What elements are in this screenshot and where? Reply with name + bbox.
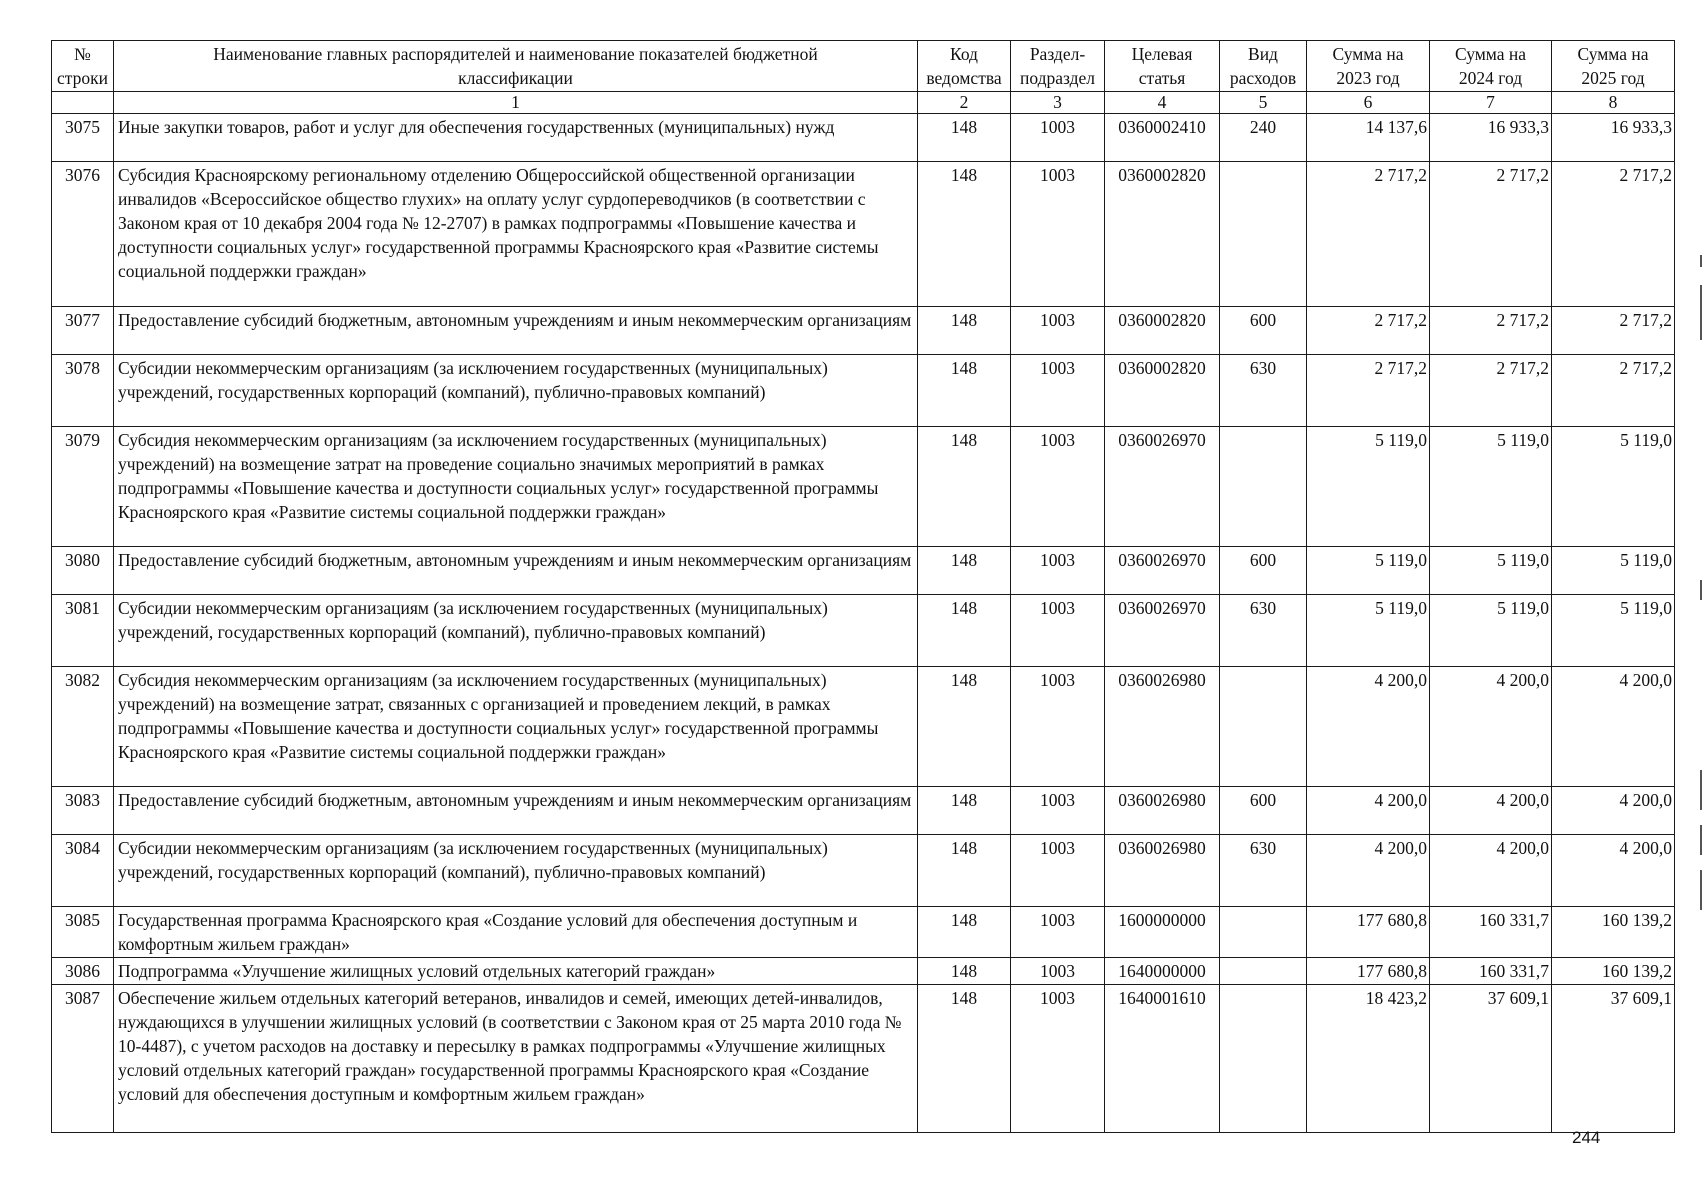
header-kind: Вид расходов — [1220, 41, 1307, 92]
row-number: 3076 — [52, 162, 114, 307]
row-sum-2024: 2 717,2 — [1430, 355, 1552, 427]
row-sum-2025: 2 717,2 — [1552, 162, 1675, 307]
row-dept-code: 148 — [918, 355, 1011, 427]
row-sum-2024: 5 119,0 — [1430, 547, 1552, 595]
row-target-code: 0360026980 — [1105, 667, 1220, 787]
row-sum-2025: 4 200,0 — [1552, 835, 1675, 907]
page-number: 244 — [1572, 1128, 1601, 1147]
row-expense-kind — [1220, 427, 1307, 547]
budget-table-sheet — [51, 40, 1675, 1133]
column-index: 8 — [1552, 92, 1675, 114]
row-sum-2025: 2 717,2 — [1552, 307, 1675, 355]
row-sum-2023: 5 119,0 — [1307, 595, 1430, 667]
row-sum-2024: 2 717,2 — [1430, 307, 1552, 355]
row-expense-kind: 240 — [1220, 114, 1307, 162]
table-row — [52, 907, 1675, 958]
row-expense-kind — [1220, 162, 1307, 307]
header-sum-2023: Сумма на 2023 год — [1307, 41, 1430, 92]
header-row-no: № строки — [52, 41, 114, 92]
row-section-code: 1003 — [1011, 355, 1105, 427]
table-row — [52, 427, 1675, 547]
row-expense-kind: 600 — [1220, 787, 1307, 835]
row-number: 3086 — [52, 958, 114, 985]
row-name: Иные закупки товаров, работ и услуг для обеспечения государственных (муниципальных) нужд — [114, 114, 918, 162]
row-sum-2023: 177 680,8 — [1307, 958, 1430, 985]
row-number: 3083 — [52, 787, 114, 835]
row-sum-2024: 160 331,7 — [1430, 958, 1552, 985]
row-sum-2024: 4 200,0 — [1430, 667, 1552, 787]
row-sum-2023: 2 717,2 — [1307, 162, 1430, 307]
row-sum-2025: 4 200,0 — [1552, 787, 1675, 835]
scan-edge-mark — [1700, 255, 1702, 267]
row-target-code: 1640001610 — [1105, 985, 1220, 1133]
row-section-code: 1003 — [1011, 162, 1105, 307]
row-dept-code: 148 — [918, 667, 1011, 787]
table-row — [52, 985, 1675, 1133]
column-index: 6 — [1307, 92, 1430, 114]
row-sum-2024: 4 200,0 — [1430, 787, 1552, 835]
row-number: 3077 — [52, 307, 114, 355]
row-number: 3079 — [52, 427, 114, 547]
row-sum-2023: 177 680,8 — [1307, 907, 1430, 958]
row-dept-code: 148 — [918, 114, 1011, 162]
row-sum-2023: 18 423,2 — [1307, 985, 1430, 1133]
row-number: 3078 — [52, 355, 114, 427]
table-row — [52, 667, 1675, 787]
scan-edge-mark — [1700, 870, 1702, 910]
column-index-row — [52, 92, 1675, 114]
column-index: 4 — [1105, 92, 1220, 114]
row-dept-code: 148 — [918, 985, 1011, 1133]
row-sum-2023: 4 200,0 — [1307, 667, 1430, 787]
row-expense-kind — [1220, 985, 1307, 1133]
table-row — [52, 595, 1675, 667]
row-number: 3080 — [52, 547, 114, 595]
header-row — [52, 41, 1675, 92]
row-target-code: 0360026970 — [1105, 547, 1220, 595]
row-name: Субсидии некоммерческим организациям (за исключением государственных (муниципальных) учреждений, государственных корпораций (компаний), публично-правовых компаний) — [114, 355, 918, 427]
row-sum-2025: 5 119,0 — [1552, 547, 1675, 595]
table-row — [52, 355, 1675, 427]
row-number: 3087 — [52, 985, 114, 1133]
header-sum-2024: Сумма на 2024 год — [1430, 41, 1552, 92]
row-expense-kind: 630 — [1220, 595, 1307, 667]
row-section-code: 1003 — [1011, 307, 1105, 355]
row-sum-2024: 5 119,0 — [1430, 427, 1552, 547]
table-row — [52, 835, 1675, 907]
row-sum-2023: 2 717,2 — [1307, 355, 1430, 427]
row-section-code: 1003 — [1011, 835, 1105, 907]
table-row — [52, 787, 1675, 835]
row-section-code: 1003 — [1011, 907, 1105, 958]
table-row — [52, 162, 1675, 307]
row-name: Предоставление субсидий бюджетным, автономным учреждениям и иным некоммерческим организациям — [114, 787, 918, 835]
scan-edge-mark — [1700, 825, 1702, 855]
row-name: Субсидия Красноярскому региональному отделению Общероссийской общественной организации инвалидов «Всероссийское общество глухих» на оплату услуг сурдопереводчиков (в соответствии с Законом края от 10 декабря 2004 года № 12-2707) в рамках подпрограммы «Повышение качества и доступности социальных услуг» государственной программы Красноярского края «Развитие системы социальной поддержки граждан» — [114, 162, 918, 307]
row-sum-2025: 5 119,0 — [1552, 595, 1675, 667]
row-target-code: 1640000000 — [1105, 958, 1220, 985]
header-target: Целевая статья — [1105, 41, 1220, 92]
row-sum-2023: 2 717,2 — [1307, 307, 1430, 355]
row-target-code: 1600000000 — [1105, 907, 1220, 958]
column-index: 7 — [1430, 92, 1552, 114]
row-section-code: 1003 — [1011, 114, 1105, 162]
row-expense-kind — [1220, 667, 1307, 787]
row-name: Подпрограмма «Улучшение жилищных условий отдельных категорий граждан» — [114, 958, 918, 985]
row-sum-2024: 4 200,0 — [1430, 835, 1552, 907]
table-body — [52, 114, 1675, 1133]
column-index: 1 — [114, 92, 918, 114]
row-name: Государственная программа Красноярского края «Создание условий для обеспечения доступным и комфортным жильем граждан» — [114, 907, 918, 958]
row-section-code: 1003 — [1011, 547, 1105, 595]
row-dept-code: 148 — [918, 427, 1011, 547]
row-number: 3075 — [52, 114, 114, 162]
row-expense-kind — [1220, 958, 1307, 985]
row-expense-kind: 600 — [1220, 547, 1307, 595]
header-name: Наименование главных распорядителей и наименование показателей бюджетной классификации — [114, 41, 918, 92]
row-sum-2025: 5 119,0 — [1552, 427, 1675, 547]
row-expense-kind: 630 — [1220, 835, 1307, 907]
row-section-code: 1003 — [1011, 787, 1105, 835]
row-dept-code: 148 — [918, 595, 1011, 667]
row-target-code: 0360002820 — [1105, 355, 1220, 427]
scan-edge-mark — [1700, 285, 1702, 340]
row-sum-2024: 160 331,7 — [1430, 907, 1552, 958]
budget-table — [51, 40, 1675, 1133]
header-section: Раздел- подраздел — [1011, 41, 1105, 92]
row-section-code: 1003 — [1011, 667, 1105, 787]
table-row — [52, 958, 1675, 985]
row-target-code: 0360026970 — [1105, 595, 1220, 667]
row-sum-2023: 5 119,0 — [1307, 427, 1430, 547]
row-sum-2023: 4 200,0 — [1307, 787, 1430, 835]
row-dept-code: 148 — [918, 958, 1011, 985]
row-section-code: 1003 — [1011, 427, 1105, 547]
row-sum-2023: 14 137,6 — [1307, 114, 1430, 162]
row-name: Субсидии некоммерческим организациям (за исключением государственных (муниципальных) учреждений, государственных корпораций (компаний), публично-правовых компаний) — [114, 835, 918, 907]
row-sum-2024: 5 119,0 — [1430, 595, 1552, 667]
row-sum-2025: 37 609,1 — [1552, 985, 1675, 1133]
row-sum-2025: 160 139,2 — [1552, 958, 1675, 985]
row-sum-2023: 4 200,0 — [1307, 835, 1430, 907]
row-sum-2025: 2 717,2 — [1552, 355, 1675, 427]
scan-edge-mark — [1700, 580, 1702, 600]
row-sum-2025: 4 200,0 — [1552, 667, 1675, 787]
row-number: 3085 — [52, 907, 114, 958]
row-number: 3082 — [52, 667, 114, 787]
row-number: 3084 — [52, 835, 114, 907]
row-number: 3081 — [52, 595, 114, 667]
row-sum-2024: 2 717,2 — [1430, 162, 1552, 307]
row-expense-kind — [1220, 907, 1307, 958]
row-target-code: 0360002410 — [1105, 114, 1220, 162]
row-sum-2025: 16 933,3 — [1552, 114, 1675, 162]
row-name: Субсидия некоммерческим организациям (за исключением государственных (муниципальных) учреждений) на возмещение затрат, связанных с организацией и проведением лекций, в рамках подпрограммы «Повышение качества и доступности социальных услуг» государственной программы Красноярского края «Развитие системы социальной поддержки граждан» — [114, 667, 918, 787]
column-index: 2 — [918, 92, 1011, 114]
table-row — [52, 307, 1675, 355]
row-target-code: 0360002820 — [1105, 307, 1220, 355]
row-sum-2024: 37 609,1 — [1430, 985, 1552, 1133]
row-name: Предоставление субсидий бюджетным, автономным учреждениям и иным некоммерческим организациям — [114, 307, 918, 355]
row-section-code: 1003 — [1011, 985, 1105, 1133]
row-target-code: 0360026980 — [1105, 787, 1220, 835]
row-expense-kind: 630 — [1220, 355, 1307, 427]
row-name: Субсидия некоммерческим организациям (за исключением государственных (муниципальных) учреждений) на возмещение затрат на проведение социально значимых мероприятий в рамках подпрограммы «Повышение качества и доступности социальных услуг» государственной программы Красноярского края «Развитие системы социальной поддержки граждан» — [114, 427, 918, 547]
row-name: Субсидии некоммерческим организациям (за исключением государственных (муниципальных) учреждений, государственных корпораций (компаний), публично-правовых компаний) — [114, 595, 918, 667]
column-index: 3 — [1011, 92, 1105, 114]
table-row — [52, 547, 1675, 595]
row-name: Обеспечение жильем отдельных категорий ветеранов, инвалидов и семей, имеющих детей-инвалидов, нуждающихся в улучшении жилищных условий (в соответствии с Законом края от 25 марта 2010 года № 10-4487), с учетом расходов на доставку и пересылку в рамках подпрограммы «Улучшение жилищных условий отдельных категорий граждан» государственной программы Красноярского края «Создание условий для обеспечения доступным и комфортным жильем граждан» — [114, 985, 918, 1133]
header-dept: Код ведомства — [918, 41, 1011, 92]
table-row — [52, 114, 1675, 162]
scan-edge-mark — [1700, 770, 1702, 810]
column-index — [52, 92, 114, 114]
row-section-code: 1003 — [1011, 595, 1105, 667]
row-sum-2023: 5 119,0 — [1307, 547, 1430, 595]
row-target-code: 0360002820 — [1105, 162, 1220, 307]
row-target-code: 0360026980 — [1105, 835, 1220, 907]
row-name: Предоставление субсидий бюджетным, автономным учреждениям и иным некоммерческим организациям — [114, 547, 918, 595]
row-sum-2024: 16 933,3 — [1430, 114, 1552, 162]
row-target-code: 0360026970 — [1105, 427, 1220, 547]
row-dept-code: 148 — [918, 547, 1011, 595]
row-dept-code: 148 — [918, 835, 1011, 907]
row-section-code: 1003 — [1011, 958, 1105, 985]
row-dept-code: 148 — [918, 907, 1011, 958]
column-index: 5 — [1220, 92, 1307, 114]
row-dept-code: 148 — [918, 307, 1011, 355]
row-expense-kind: 600 — [1220, 307, 1307, 355]
row-dept-code: 148 — [918, 162, 1011, 307]
row-sum-2025: 160 139,2 — [1552, 907, 1675, 958]
header-sum-2025: Сумма на 2025 год — [1552, 41, 1675, 92]
row-dept-code: 148 — [918, 787, 1011, 835]
